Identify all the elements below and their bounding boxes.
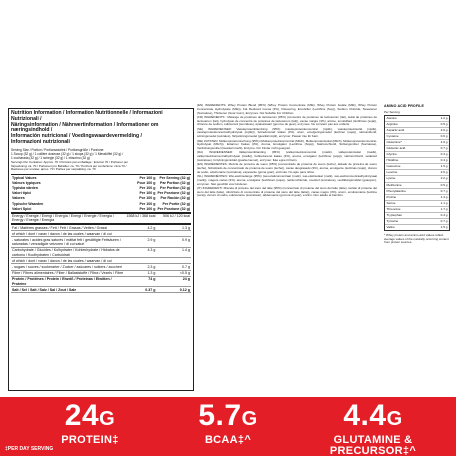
amino-value: 2.6 g bbox=[440, 128, 448, 133]
amino-name: Leucine bbox=[386, 170, 398, 175]
amino-value: 0.5 g bbox=[440, 182, 448, 187]
amino-table bbox=[384, 115, 450, 231]
header-cell: Valori tipici bbox=[12, 191, 32, 196]
amino-name: Histidine bbox=[386, 158, 399, 163]
nutrition-row bbox=[11, 224, 191, 231]
nutrient-label: Salt / Sel / Salt / Salz / Sal / Zout / Sale bbox=[11, 287, 125, 293]
nutrient-label: Fat / Matières grasses / Fett / Fett / Grasas / Vetten / Grassi bbox=[11, 224, 125, 231]
nutrient-value: 0.12 g bbox=[156, 287, 191, 293]
glutamine-stat bbox=[298, 400, 448, 456]
amino-value: 0.5 g bbox=[440, 122, 448, 127]
amino-name: Valine bbox=[386, 224, 395, 229]
amino-value: 1.7 g bbox=[440, 206, 448, 211]
nutrition-row bbox=[11, 213, 191, 224]
amino-acid-profile bbox=[384, 104, 450, 245]
amino-title: AMINO ACID PROFILE bbox=[384, 104, 424, 108]
amino-name: Methionine bbox=[386, 182, 402, 187]
header-cell: Typiska värden bbox=[12, 186, 38, 191]
header-cell: Valeurs typiques bbox=[12, 180, 41, 185]
amino-value: 1.2 g bbox=[440, 116, 448, 120]
header-cell: Per 100 g bbox=[139, 201, 156, 206]
nutrient-label: - sugars / sucres / sockerarter / Zucker / azúcares / suikers / zuccheri bbox=[11, 264, 125, 270]
protein-stat bbox=[30, 400, 150, 446]
amino-value: 0.4 g bbox=[440, 152, 448, 157]
header-cell: Per Portion (32 g) bbox=[160, 186, 190, 191]
nutrition-row bbox=[11, 287, 191, 293]
amino-value: 0.4 g bbox=[440, 212, 448, 217]
amino-name: Arginine bbox=[386, 122, 398, 127]
ingredients-it: (IT) INGREDIENTI: Miscela di proteine del siero del latte (95%) (concentrato di proteine del siero del latte (latte), isolato di proteine del siero del latte (latte), idrolizzato di concentrato di proteine del siero del latte (latte)), cacao magro (3%), aromi, emulsionante (lecitine (soia)), cloruro di sodio, edulcorante (sucralosio), addensante (gomma di guar), enzimi. Non adatto ai bambini. bbox=[197, 185, 377, 198]
nutrient-label: - saturates / acides gras saturés / mättat fett / gesättigte Fettsäuren / saturadas / verzadigde vetzuren / di cui saturi bbox=[11, 237, 125, 247]
nutrient-value: 506 kJ / 120 kcal bbox=[156, 213, 191, 224]
amino-subheader: Per Serving bbox=[384, 110, 400, 114]
amino-name: Aspartic acid bbox=[386, 128, 405, 133]
nutrition-row bbox=[11, 237, 191, 247]
ingredients-fr: (FR) INGRÉDIENTS : Mélange de protéines de lactosérum (95%) (concentré de protéines de lactosérum (lait), isolat de protéines de lactosérum (lait), hydrolysat de concentré de protéines de lactosérum (lait)), cacao maigre (3%), arôme, émulsifiant (lécithines (soja)), chlorure de sodium, édulcorant (sucralose), épaississant (gomme de guar), enzymes. Ne convient pas aux enfants. bbox=[197, 114, 377, 127]
amino-name: Serine bbox=[386, 200, 396, 205]
nutrient-value: 2.9 g bbox=[125, 237, 156, 247]
protein-unit: G bbox=[99, 408, 116, 430]
bcaa-label: BCAA‡^ bbox=[204, 434, 252, 446]
amino-row bbox=[385, 225, 449, 230]
protein-value: 24 bbox=[64, 399, 100, 432]
bcaa-value: 5.7 bbox=[198, 399, 242, 432]
amino-name: Glutamic acid bbox=[386, 146, 406, 151]
nutrient-value: 0.37 g bbox=[125, 287, 156, 293]
amino-name: Isoleucine bbox=[386, 164, 401, 169]
header-cell: Typische Waarden bbox=[12, 201, 44, 206]
header-cell: Valori Spici bbox=[11, 206, 125, 212]
nutrition-title: Nutrition Information / Information Nutritionnelle / Informazioni Nutrizionali / Näringsinformation / Nährwertinformation / Informationer om næringsindhold / Información nutricional / Voedingswaardevermelding / Informazioni nutrizionali bbox=[11, 110, 163, 145]
nutrient-value: 4.2 g bbox=[125, 224, 156, 231]
amino-name: Cysteine bbox=[386, 134, 399, 139]
header-cell: Per Porzione (32 g) bbox=[157, 191, 190, 196]
nutrient-value: 1.3 g bbox=[156, 224, 191, 231]
header-cell: Per 100 g bbox=[139, 186, 156, 191]
header-cell: Typical Values bbox=[12, 175, 37, 180]
nutrition-row bbox=[11, 276, 191, 286]
amino-footnote: * Whey protein and amino acid values reflect average values of the naturally occurring content from protein sources. bbox=[384, 232, 449, 245]
amino-value: 2.2 g bbox=[440, 176, 448, 181]
nutrient-value: 74 g bbox=[125, 276, 156, 286]
nutrient-label: Carbohydrate / Glucides / Kolhydrater / Kohlenhydrate / Hidratos de carbono / Koolhydraten / Carboidrati bbox=[11, 247, 125, 257]
nutrient-value: 4.3 g bbox=[125, 247, 156, 257]
amino-name: Phenylalanine bbox=[386, 188, 406, 193]
nutrient-value: <0.5 g bbox=[156, 270, 191, 276]
nutrient-label: of which / dont / varav / davon / de las cuales / waarvan / di cui bbox=[11, 231, 125, 237]
glutamine-label-2: PRECURSOR‡^ bbox=[329, 445, 417, 456]
header-cell: Per Portie (32 g) bbox=[162, 201, 190, 206]
protein-label: PROTEIN‡ bbox=[61, 434, 119, 446]
nutrient-value: 1568 kJ / 368 kcal bbox=[125, 213, 156, 224]
nutrition-table bbox=[11, 175, 191, 293]
header-cell: Por Ración (32 g) bbox=[160, 196, 190, 201]
amino-value: 0.4 g bbox=[440, 158, 448, 163]
stats-banner bbox=[0, 397, 456, 456]
amino-value: 1.4 g bbox=[440, 194, 448, 199]
amino-name: Tryptophan bbox=[386, 212, 403, 217]
nutrition-row bbox=[11, 247, 191, 257]
nutrient-value: 24 g bbox=[156, 276, 191, 286]
per-serving-note: ‡PER DAY SERVING bbox=[5, 446, 54, 452]
ingredients-de: (DE) ZUTATEN: Molkenproteinmischung (95%) (Molkenproteinkonzentrat (Milch), Molkenproteinisolat (Milch), Molkenproteinkonzentrat-Hydrolysat (Milch)), fettarmer Kakao (3%), Aroma, Emulgator (Lecithine (Soja)), Natriumchlorid, Süßungsmittel (Sucralose), Verdickungsmittel (Guarkernmehl), Enzyme. Für Kinder nicht geeignet. bbox=[197, 138, 377, 151]
header-cell: Par Portion (32 g) bbox=[160, 180, 190, 185]
header-cell: Per Serving (32 g) bbox=[159, 175, 190, 180]
ingredients-se: (SE) INGREDIENSER: Vassleproteinblandning (95%) (vassleproteinkoncentrat (mjölk), vassleproteinisolat (mjölk), vassleproteinkoncentrathydrolysat (mjölk)), fettreducerad kakao (3%), arom, emulgeringsmedel (lecitiner (soja)), natriumklorid, sötningsmedel (sukralos), förtjockningsmedel (guarkärnmjöl), enzymer. Passar inte för barn. bbox=[197, 126, 377, 139]
nutrient-value: 0.9 g bbox=[156, 237, 191, 247]
amino-value: 1.5 g bbox=[440, 164, 448, 169]
ingredients-es: (ES) INGREDIENTES: Mezcla de proteína de suero (95%) (concentrado de proteína de suero (leche), aislado de proteína de suero (leche), hidrolizado de concentrado de proteína de suero (leche)), cacao desgrasado (3%), aroma, emulgente (lecitinas (soja)), cloruro de sodio, edulcorante (sucralosa), espesante (goma guar), enzimas. No apto para niños. bbox=[197, 162, 377, 174]
nutrient-value: 2.3 g bbox=[125, 264, 156, 270]
ingredients-da: (DA) INGREDIENSER: Valleproteinblanding (95%) (valleproteinkoncentrat (mælk), valleproteinisolat (mælk), valleproteinkoncentrathydrolysat (mælk)), fedtreduceret kakao (3%), aroma, emulgator (lecithiner (soja)), natriumchlorid, sødestof (sukralose), fortykningsmiddel (guarkernemel), enzymer. Ikke egnet til børn. bbox=[197, 150, 377, 162]
amino-name: Tyrosine bbox=[386, 218, 399, 223]
nutrient-label: Protein / Protéines / Protein / Eiweiß / Proteínas / Eiwitten / Proteine bbox=[11, 276, 125, 286]
nutrition-panel bbox=[8, 108, 194, 391]
header-cell: Por 100 g bbox=[139, 196, 156, 201]
amino-value: 2.6 g bbox=[440, 170, 448, 175]
amino-name: Alanine bbox=[386, 116, 397, 120]
bcaa-unit: G bbox=[241, 408, 258, 430]
amino-value: 4.0 g bbox=[440, 140, 448, 145]
amino-name: Lysine bbox=[386, 176, 396, 181]
header-cell: Per Porzione (32 g) bbox=[157, 206, 190, 211]
nutrient-label: Fibre / Fibres alimentaires / Fiber / Ballaststoffe / Fibra / Vezels / Fibre bbox=[11, 270, 125, 276]
amino-name: Threonine bbox=[386, 206, 401, 211]
header-cell: Pour 100 g bbox=[137, 180, 156, 185]
glutamine-label: GLUTAMINE & bbox=[333, 434, 413, 446]
amino-value: 0.7 g bbox=[440, 188, 448, 193]
header-cell: Per 100 g bbox=[125, 206, 156, 212]
header-cell: Per 100 g bbox=[139, 175, 156, 180]
amino-value: 0.7 g bbox=[440, 146, 448, 151]
nutrient-value: 1.4 g bbox=[156, 247, 191, 257]
amino-name: Proline bbox=[386, 194, 397, 199]
nutrient-label: of which / dont / varav / davon / de las cuales / waarvan / di cui bbox=[11, 258, 125, 264]
nutrient-label: Energy / Energie / Energi / Energía / Energi / Energie / Energia / Energy / Energie / Energia bbox=[11, 213, 125, 224]
ingredients-text bbox=[197, 104, 377, 392]
glutamine-unit: G bbox=[386, 408, 403, 430]
serving-size: Serving Size / Portion / Portionsstorlek / Portionsgröße / Porzione: 1 Scoop (32 g) / 1 cuillère doseuse (32 g) / 1 skopa (32 g) / 1 Messlöffel (32 g) / 1 cucharada (32 g) / 1 schepje (32 g) / 1 misurino (32 g) bbox=[11, 147, 124, 160]
amino-value: 0.6 g bbox=[440, 134, 448, 139]
header-cell: Valores bbox=[12, 196, 25, 201]
amino-name: Glycine bbox=[386, 152, 397, 157]
ingredients-en: (EN) INGREDIENTS: Whey Protein Blend (95%) (Whey Protein Concentrate (Milk), Whey Protein Isolate (Milk), Whey Protein Concentrate Hydrolysate (Milk)), Fat Reduced Cocoa (3%), Flavouring, Emulsifier (Lecithins (Soy)), Sodium Chloride, Sweetener (Sucralose), Thickener (Guar Gum), Enzymes. Not Suitable For Children. bbox=[197, 104, 377, 115]
servings-per-container: Servings Per Container: Approx. 70 / Portions par emballage : Environ 70 / Portioner per förpackning: ca. 70 / Portionen pro Behälter: ca. 70 / Porzioni per confezione: circa 70 / Raciones por envase: aprox. 70 / Porties per verpakking: ca. 70 bbox=[11, 161, 191, 175]
amino-value: 0.7 g bbox=[440, 218, 448, 223]
glutamine-value: 4.4 bbox=[343, 399, 387, 432]
amino-value: 1.1 g bbox=[440, 200, 448, 205]
nutrient-value: 0.7 g bbox=[156, 264, 191, 270]
bcaa-stat bbox=[168, 400, 288, 446]
header-cell: Per 100 g bbox=[139, 191, 156, 196]
ingredients-nl: (NL) INGREDIËNTEN: Wei-eiwitmelange (95%) (wei-eiwitconcentraat (melk), wei-eiwitisolaat (melk), wei-eiwitconcentraathydrolysaat (melk)), magere cacao (3%), aroma, emulgator (lecithinen (soja)), natriumchloride, zoetstof (sucralose), verdikkingsmiddel (guargom), enzymen. Niet geschikt voor kinderen. bbox=[197, 174, 377, 186]
nutrient-value: 1.3 g bbox=[125, 270, 156, 276]
amino-value: 1.5 g bbox=[440, 224, 448, 229]
amino-name: Glutamine* bbox=[386, 140, 402, 145]
